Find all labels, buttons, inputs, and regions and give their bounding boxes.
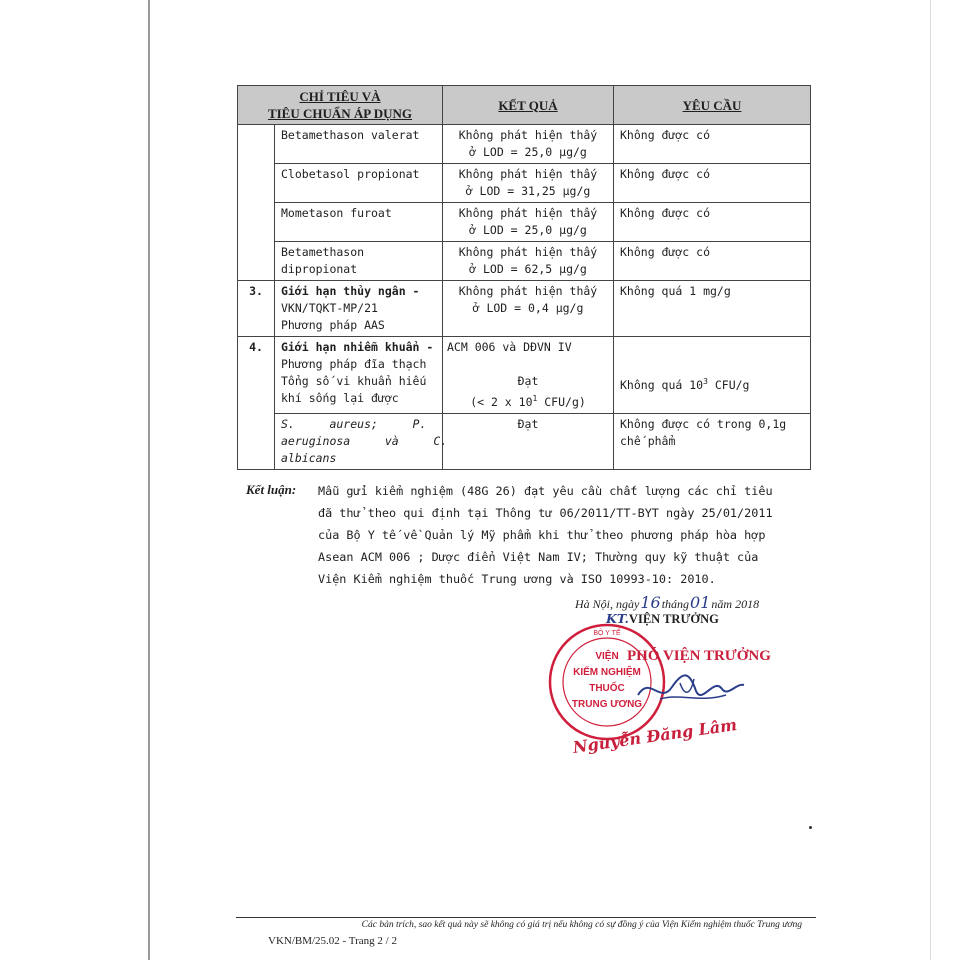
result-cell: Không phát hiện thấy ở LOD = 62,5 µg/g — [443, 242, 614, 281]
footer-page-code: VKN/BM/25.02 - Trang 2 / 2 — [268, 935, 397, 947]
table-header-row — [238, 86, 811, 125]
count-detail: (< 2 x $10^1$ CFU/g) — [470, 394, 586, 409]
table-row — [238, 125, 811, 164]
criterion-cell: Giới hạn nhiễm khuẩn - Phương pháp đĩa thạch Tổng số vi khuẩn hiếu khí sống lại được — [275, 337, 443, 414]
stamp-line: THUỐC — [589, 683, 625, 694]
handwritten-day: 16 — [640, 593, 661, 612]
microbe-title: Giới hạn nhiễm khuẩn - — [281, 340, 434, 354]
criterion-cell: Betamethason dipropionat — [275, 242, 443, 281]
deputy-director-title: PHÓ VIỆN TRƯỞNG — [627, 648, 771, 664]
header-requirement: YÊU CẦU — [614, 86, 811, 125]
header-result: KẾT QUẢ — [443, 86, 614, 125]
signer-name: Nguyễn Đăng Lâm — [571, 715, 739, 757]
table-row — [238, 337, 811, 414]
requirement-cell: Không được có — [614, 164, 811, 203]
mercury-title: Giới hạn thủy ngân - — [281, 284, 420, 298]
requirement-cell: Không quá $10^3$ CFU/g — [614, 337, 811, 414]
footer-rule — [236, 917, 816, 918]
table-row — [238, 242, 811, 281]
signatory-title: KT.VIỆN TRƯỞNG — [606, 611, 719, 626]
signing-date: Hà Nội, ngày16tháng01năm 2018 — [575, 593, 760, 612]
conclusion-line: Mẫu gửi kiểm nghiệm (48G 26) đạt yêu cầu chất lượng các chỉ tiêu — [318, 484, 773, 498]
result-cell: Không phát hiện thấy ở LOD = 25,0 µg/g — [443, 203, 614, 242]
stamp-top-text: BỘ Y TẾ — [593, 630, 621, 637]
conclusion-line: đã thử theo qui định tại Thông tư 06/2011/TT-BYT ngày 25/01/2011 — [318, 506, 773, 520]
row-number: 3. — [238, 281, 275, 337]
criterion-cell: Betamethason valerat — [275, 125, 443, 164]
result-cell: Đạt — [443, 413, 614, 469]
criterion-cell: Mometason furoat — [275, 203, 443, 242]
criterion-cell: Clobetasol propionat — [275, 164, 443, 203]
conclusion-line: Asean ACM 006 ; Dược điển Việt Nam IV; Thường quy kỹ thuật của — [318, 550, 759, 564]
row-number-cell — [238, 125, 275, 281]
scan-page-edge — [148, 0, 150, 960]
requirement-cell: Không được có — [614, 242, 811, 281]
criterion-cell: S. aureus; P. aeruginosa và C. albicans — [275, 413, 443, 469]
requirement-cell: Không quá 1 mg/g — [614, 281, 811, 337]
footer-disclaimer: Các bản trích, sao kết quả này sẽ không có giá trị nếu không có sự đồng ý của Viện Kiểm nghiệm thuốc Trung ương — [361, 920, 802, 930]
result-cell: Không phát hiện thấy ở LOD = 31,25 µg/g — [443, 164, 614, 203]
conclusion-label: Kết luận: — [246, 482, 297, 497]
conclusion-line: của Bộ Y tế về Quản lý Mỹ phẩm khi thử theo phương pháp hòa hợp — [318, 528, 766, 542]
handwritten-month: 01 — [690, 593, 711, 612]
result-cell: ACM 006 và DĐVN IV Đạt (< 2 x $10^1$ CFU/g) — [443, 337, 614, 414]
scan-speck — [809, 826, 812, 829]
requirement-cell: Không được có trong 0,1g chế phẩm — [614, 413, 811, 469]
table-row — [238, 164, 811, 203]
requirement-cell: Không được có — [614, 203, 811, 242]
conclusion-text — [318, 480, 806, 590]
scan-page-edge-right — [930, 0, 931, 960]
result-cell: Không phát hiện thấy ở LOD = 25,0 µg/g — [443, 125, 614, 164]
stamp-line: TRUNG ƯƠNG — [571, 699, 643, 710]
result-cell: Không phát hiện thấy ở LOD = 0,4 µg/g — [443, 281, 614, 337]
row-number: 4. — [238, 337, 275, 470]
stamp-line: KIỂM NGHIỆM — [573, 667, 641, 678]
handwritten-signature — [630, 665, 750, 715]
results-table — [237, 85, 811, 470]
stamp-line: VIỆN — [595, 651, 619, 662]
requirement-cell: Không được có — [614, 125, 811, 164]
table-row — [238, 281, 811, 337]
criterion-cell: Giới hạn thủy ngân - VKN/TQKT-MP/21 Phương pháp AAS — [275, 281, 443, 337]
table-row — [238, 413, 811, 469]
header-criteria: CHỈ TIÊU VÀ TIÊU CHUẨN ÁP DỤNG — [238, 86, 443, 125]
conclusion-line: Viện Kiểm nghiệm thuốc Trung ương và ISO 10993-10: 2010. — [318, 572, 716, 586]
table-row — [238, 203, 811, 242]
